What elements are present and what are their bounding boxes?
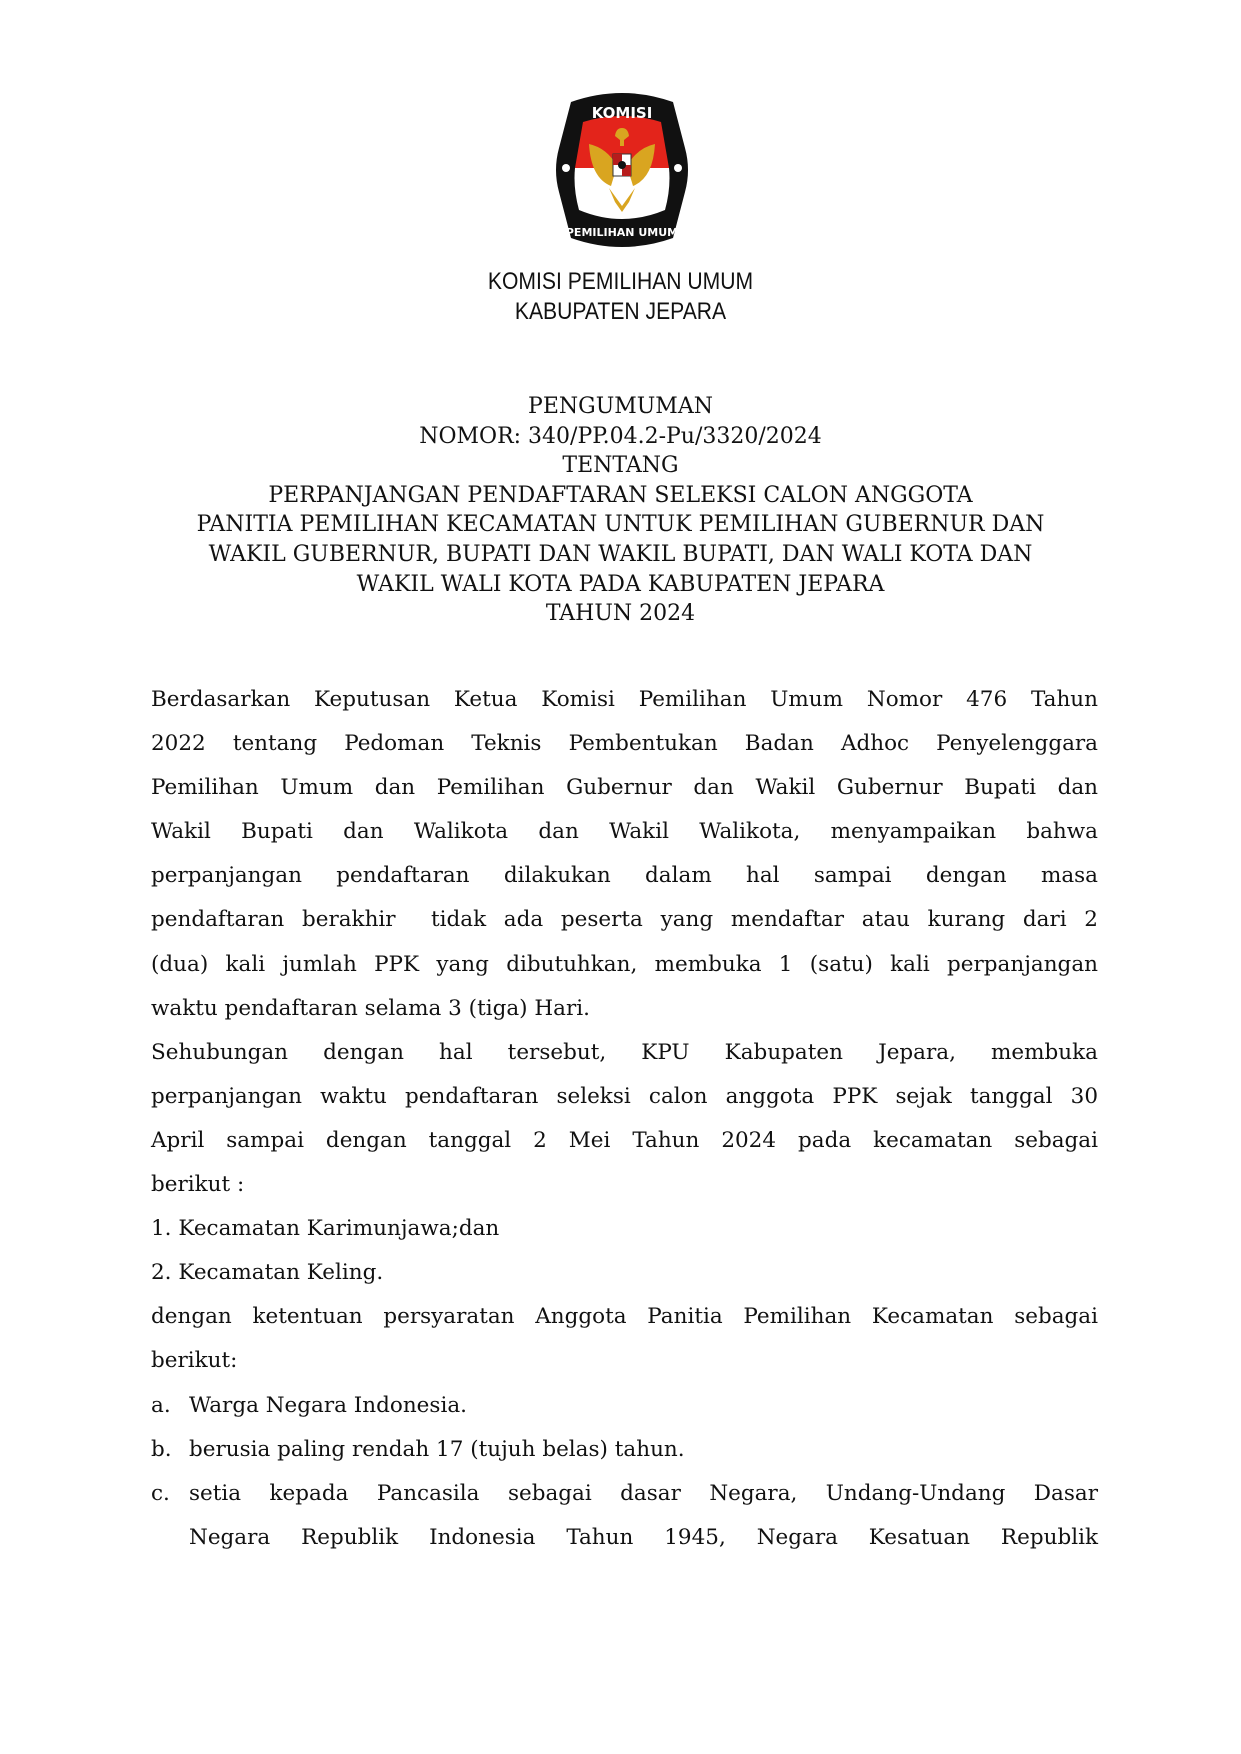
requirement-item (151, 1428, 1098, 1472)
requirement-text: berusia paling rendah 17 (tujuh belas) tahun. (189, 1436, 685, 1462)
body-line: (dua) kali jumlah PPK yang dibutuhkan, membuka 1 (satu) kali perpanjangan (151, 951, 1098, 977)
title-line: PANITIA PEMILIHAN KECAMATAN UNTUK PEMILIHAN GUBERNUR DAN (196, 512, 1045, 538)
body-line: pendaftaran berakhir tidak ada peserta yang mendaftar atau kurang dari 2 (151, 907, 1098, 933)
requirement-marker: c. (151, 1480, 170, 1506)
body-line: Wakil Bupati dan Walikota dan Wakil Walikota, menyampaikan bahwa (151, 819, 1098, 845)
body-line: Pemilihan Umum dan Pemilihan Gubernur dan Wakil Gubernur Bupati dan (151, 775, 1098, 801)
kecamatan-item: 2. Kecamatan Keling. (151, 1260, 384, 1286)
requirement-text: setia kepada Pancasila sebagai dasar Negara, Undang-Undang Dasar (189, 1480, 1098, 1506)
title-year: TAHUN 2024 (545, 601, 696, 627)
requirement-marker: b. (151, 1436, 172, 1462)
body-line: 2022 tentang Pedoman Teknis Pembentukan Badan Adhoc Penyelenggara (151, 731, 1098, 757)
body-line: perpanjangan waktu pendaftaran seleksi calon anggota PPK sejak tanggal 30 (151, 1083, 1098, 1109)
org-name: KOMISI PEMILIHAN UMUM (487, 268, 754, 295)
body-line: Sehubungan dengan hal tersebut, KPU Kabupaten Jepara, membuka (151, 1039, 1098, 1065)
body-line: perpanjangan pendaftaran dilakukan dalam hal sampai dengan masa (151, 863, 1098, 889)
requirement-text: Warga Negara Indonesia. (189, 1392, 467, 1418)
document-number: NOMOR: 340/PP.04.2-Pu/3320/2024 (419, 423, 822, 449)
requirement-item (151, 1472, 1098, 1516)
kpu-logo (553, 88, 691, 252)
body-line: Berdasarkan Keputusan Ketua Komisi Pemilihan Umum Nomor 476 Tahun (151, 687, 1098, 712)
org-region: KABUPATEN JEPARA (514, 298, 727, 325)
kecamatan-item: 1. Kecamatan Karimunjawa;dan (151, 1216, 500, 1242)
announcement-body (151, 678, 1098, 1560)
title-line: PERPANJANGAN PENDAFTARAN SELEKSI CALON ANGGOTA (268, 482, 973, 508)
requirement-marker: a. (151, 1392, 171, 1418)
title-line: WAKIL GUBERNUR, BUPATI DAN WAKIL BUPATI, DAN WALI KOTA DAN (208, 541, 1033, 567)
logo-top-text: KOMISI (591, 104, 653, 122)
title-line: PENGUMUMAN (528, 394, 713, 419)
body-line: berikut: (151, 1348, 238, 1374)
requirement-item (151, 1384, 1098, 1428)
requirement-text-continued: Negara Republik Indonesia Tahun 1945, Negara Kesatuan Republik (189, 1524, 1098, 1550)
announcement-title (100, 392, 1141, 629)
body-line: dengan ketentuan persyaratan Anggota Panitia Pemilihan Kecamatan sebagai (151, 1304, 1098, 1330)
title-line: TENTANG (562, 453, 679, 479)
body-line: waktu pendaftaran selama 3 (tiga) Hari. (151, 995, 590, 1021)
logo-bottom-text: PEMILIHAN UMUM (565, 226, 679, 239)
body-line: April sampai dengan tanggal 2 Mei Tahun 2024 pada kecamatan sebagai (151, 1127, 1098, 1153)
title-line: WAKIL WALI KOTA PADA KABUPATEN JEPARA (356, 571, 885, 597)
body-line: berikut : (151, 1172, 245, 1198)
